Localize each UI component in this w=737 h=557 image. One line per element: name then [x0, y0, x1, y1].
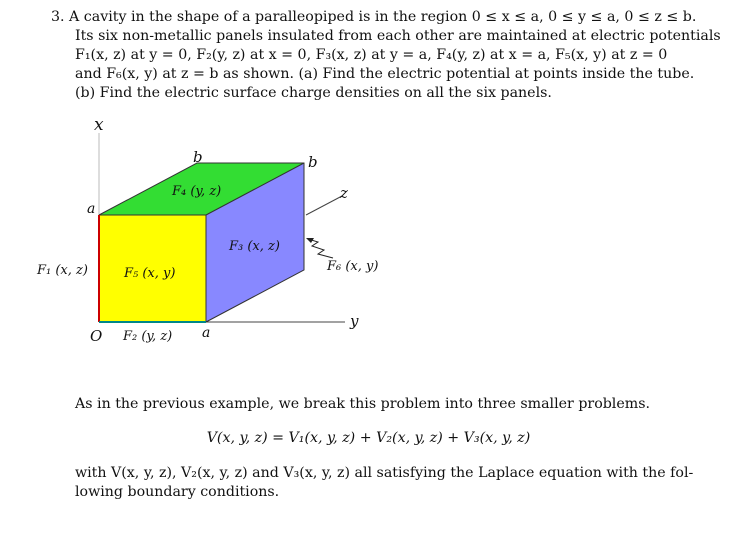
- intro-text: As in the previous example, we break this problem into three smaller problems.: [75, 396, 650, 412]
- f6-pointer-arrow: [308, 239, 333, 258]
- problem-line: (b) Find the electric surface charge densities on all the six panels.: [75, 85, 552, 101]
- f2-label: F₂ (y, z): [123, 329, 173, 344]
- f6-label: F₆ (x, y): [327, 259, 379, 274]
- problem-line: F₁(x, z) at y = 0, F₂(y, z) at x = 0, F₃(x, z) at y = a, F₄(y, z) at x = a, F₅(x, y) at z = 0: [75, 47, 668, 63]
- a-label-left: a: [87, 201, 96, 217]
- conditions-line: lowing boundary conditions.: [75, 484, 280, 500]
- origin-label: O: [90, 327, 103, 345]
- b-label-top: b: [193, 148, 203, 166]
- f5-label: F₅ (x, y): [124, 266, 176, 281]
- decomposition-equation: V(x, y, z) = V₁(x, y, z) + V₂(x, y, z) + V₃(x, y, z): [206, 430, 531, 446]
- problem-line: and F₆(x, y) at z = b as shown. (a) Find the electric potential at points inside the tube.: [75, 66, 695, 82]
- f4-label: F₄ (y, z): [172, 184, 222, 199]
- problem-line: 3. A cavity in the shape of a paralleopiped is in the region 0 ≤ x ≤ a, 0 ≤ y ≤ a, 0 ≤ z ≤ b.: [51, 9, 697, 25]
- problem-line: Its six non-metallic panels insulated from each other are maintained at electric potentials: [75, 28, 721, 44]
- f3-label: F₃ (x, z): [229, 239, 280, 254]
- f1-label: F₁ (x, z): [37, 263, 88, 278]
- y-axis-label: y: [350, 312, 359, 330]
- z-axis-line: [306, 196, 342, 215]
- conditions-line: with V(x, y, z), V₂(x, y, z) and V₃(x, y, z) all satisfying the Laplace equation with the fol-: [75, 465, 694, 481]
- z-axis-label: z: [340, 184, 348, 202]
- a-label-bottom: a: [202, 325, 211, 341]
- x-axis-label: x: [94, 115, 104, 135]
- b-label-right: b: [308, 153, 318, 171]
- conditions-text: [75, 464, 695, 502]
